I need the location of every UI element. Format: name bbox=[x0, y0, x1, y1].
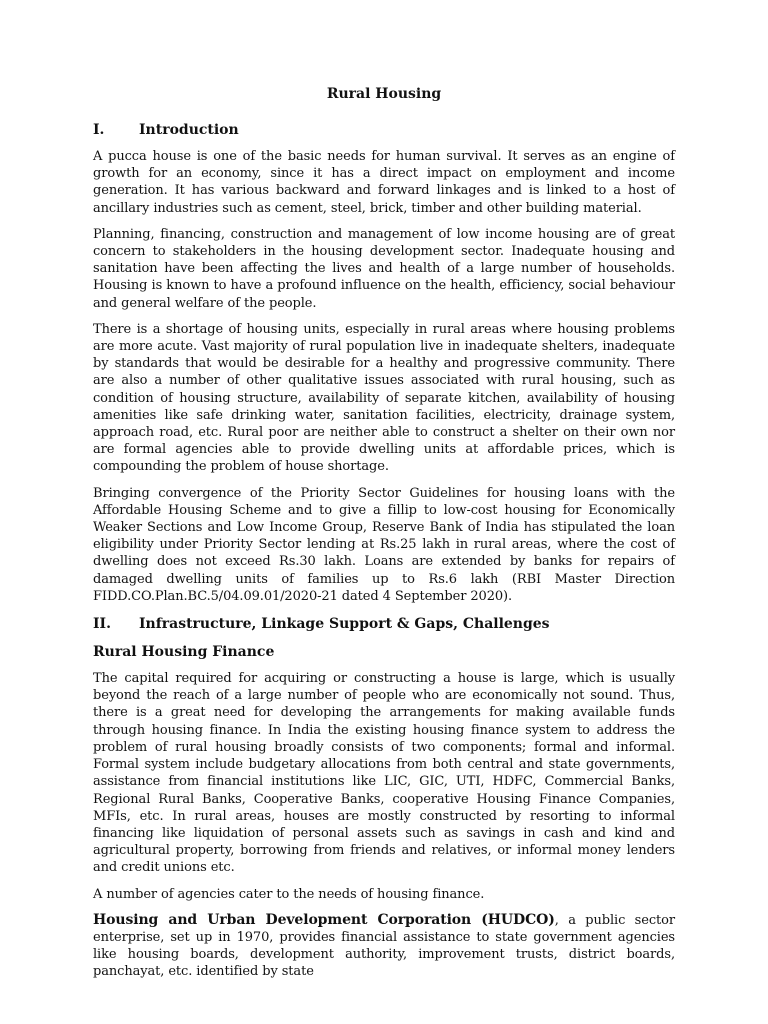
paragraph: The capital required for acquiring or constructing a house is large, which is usually beyond the reach of a large number of people who are economically not sound. Thus, there is a great need for developing the arrangements for making available funds through housing finance. In India the existing housing finance system to address the problem of rural housing broadly consists of two components; formal and informal. Formal system include budgetary allocations from both central and state governments, assistance from financial institutions like LIC, GIC, UTI, HDFC, Commercial Banks, Regional Rural Banks, Cooperative Banks, cooperative Housing Finance Companies, MFIs, etc. In rural areas, houses are mostly constructed by resorting to informal financing like liquidation of personal assets such as savings in cash and kind and agricultural property, borrowing from friends and relatives, or informal money lenders and credit unions etc. bbox=[93, 671, 675, 876]
paragraph: Bringing convergence of the Priority Sector Guidelines for housing loans with the Affordable Housing Scheme and to give a fillip to low-cost housing for Economically Weaker Sections and Low Income Group, Reserve Bank of India has stipulated the loan eligibility under Priority Sector lending at Rs.25 lakh in rural areas, where the cost of dwelling does not exceed Rs.30 lakh. Loans are extended by banks for repairs of damaged dwelling units of families up to Rs.6 lakh (RBI Master Direction FIDD.CO.Plan.BC.5/04.09.01/2020-21 dated 4 September 2020). bbox=[93, 485, 675, 604]
paragraph: There is a shortage of housing units, especially in rural areas where housing problems are more acute. Vast majority of rural population live in inadequate shelters, inadequate by standards that would be desirable for a healthy and progressive community. There are also a number of other qualitative issues associated with rural housing, such as condition of housing structure, availability of separate kitchen, availability of housing amenities like safe drinking water, sanitation facilities, electricity, drainage system, approach road, etc. Rural poor are neither able to construct a shelter on their own nor are formal agencies able to provide dwelling units at affordable prices, which is compounding the problem of house shortage. bbox=[93, 321, 675, 475]
document-title: Rural Housing bbox=[326, 86, 442, 102]
hudco-name: Housing and Urban Development Corporation (HUDCO) bbox=[93, 911, 555, 928]
section-heading-infrastructure bbox=[93, 614, 675, 634]
paragraph: A pucca house is one of the basic needs for human survival. It serves as an engine of growth for an economy, since it has a direct impact on employment and income generation. It has various backward and forward linkages and is linked to a host of ancillary industries such as cement, steel, brick, timber and other building material. bbox=[93, 149, 675, 216]
paragraph: A number of agencies cater to the needs of housing finance. bbox=[93, 886, 485, 902]
section-number: II. bbox=[93, 616, 111, 633]
document-page bbox=[93, 84, 675, 990]
section-title: Infrastructure, Linkage Support & Gaps, Challenges bbox=[139, 616, 550, 633]
hudco-description: , a public sector enterprise, set up in 1970, provides financial assistance to state government agencies like housing boards, development authority, improvement trusts, district boards, panchayat, etc. identified by state bbox=[93, 912, 675, 980]
paragraph: Planning, financing, construction and management of low income housing are of great concern to stakeholders in the housing development sector. Inadequate housing and sanitation have been affecting the lives and health of a large number of households. Housing is known to have a profound influence on the health, efficiency, social behaviour and general welfare of the people. bbox=[93, 226, 675, 311]
section-title: Introduction bbox=[139, 122, 239, 138]
paragraph-hudco bbox=[93, 912, 675, 981]
section-heading-introduction bbox=[93, 120, 675, 140]
section-number: I. bbox=[93, 122, 105, 138]
subheading-rural-housing-finance: Rural Housing Finance bbox=[93, 644, 275, 661]
